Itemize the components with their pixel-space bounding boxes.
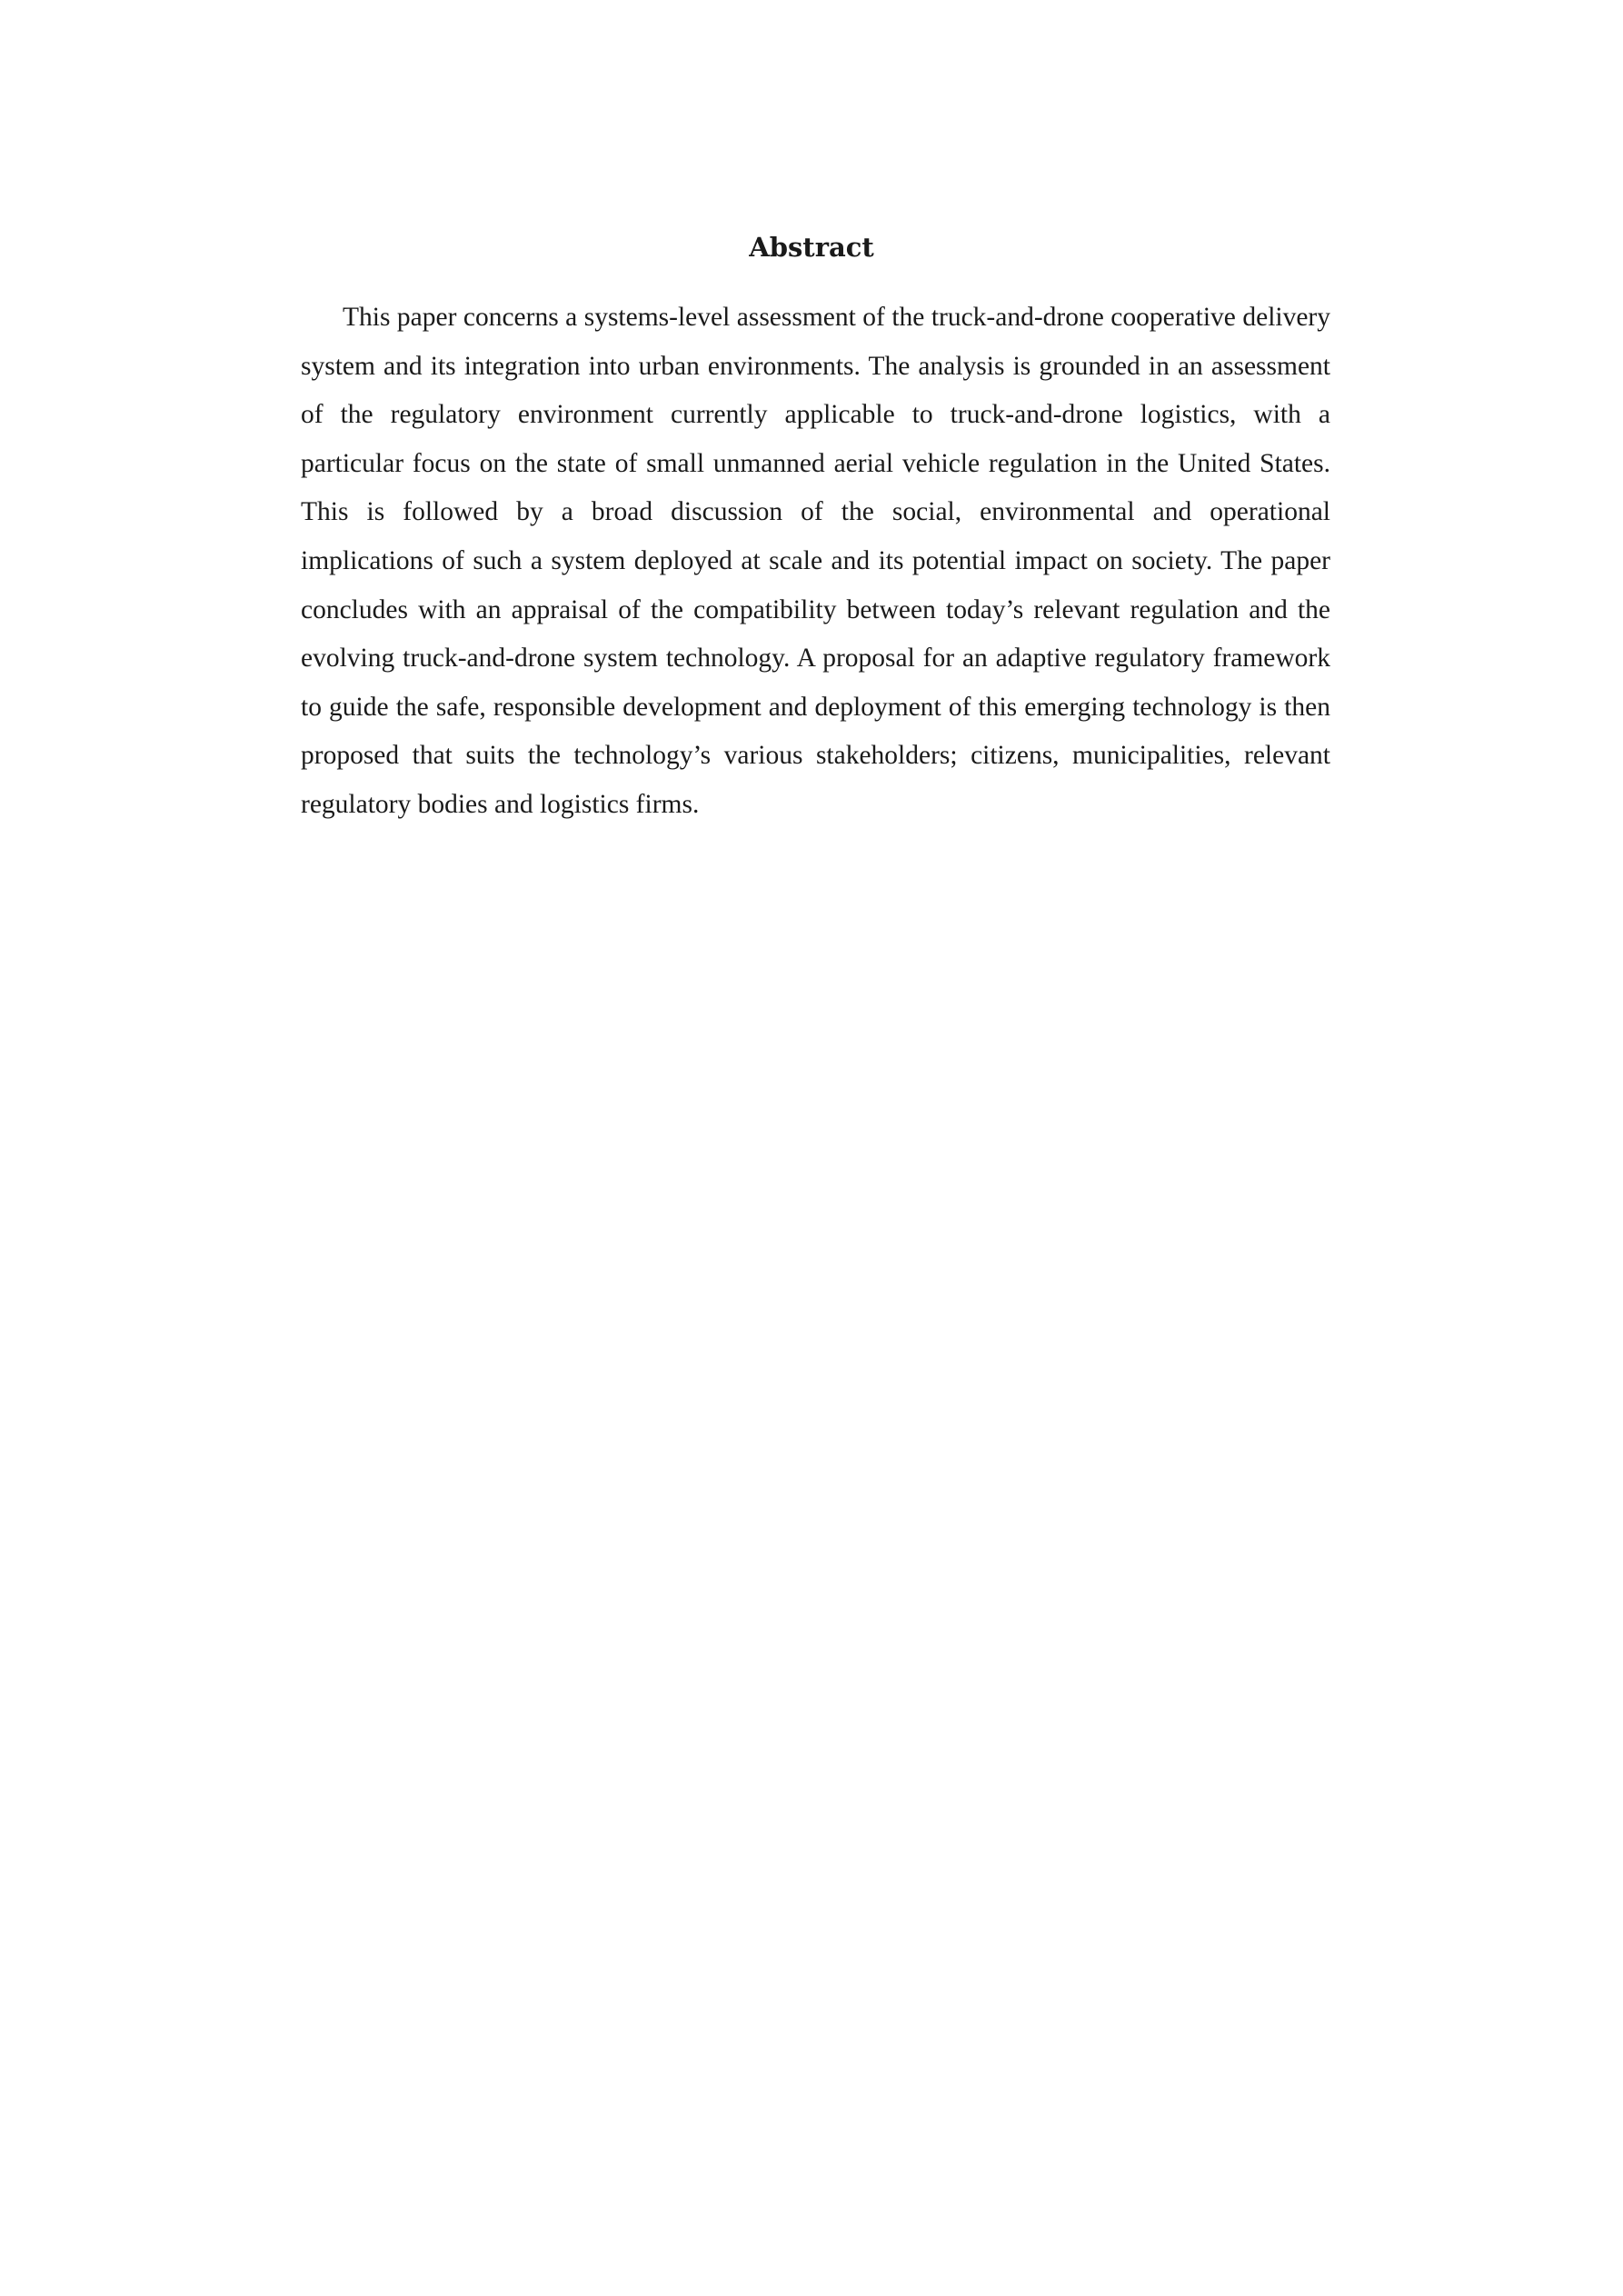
- abstract-body: This paper concerns a systems-level assessment of the truck-and-drone cooperative delivery system and its integration into urban environments. The analysis is grounded in an assessment of the regulatory environment currently applicable to truck-and-drone logistics, with a particular focus on the state of small unmanned aerial vehicle regulation in the United States. This is followed by a broad discussion of the social, environmental and operational implications of such a system deployed at scale and its potential impact on society. The paper concludes with an appraisal of the compatibility between today’s relevant regulation and the evolving truck-and-drone system technology. A proposal for an adaptive regulatory framework to guide the safe, responsible development and deployment of this emerging technology is then proposed that suits the technology’s various stakeholders; citizens, municipalities, relevant regulatory bodies and logistics firms.: [301, 303, 1330, 819]
- abstract-heading: Abstract: [749, 232, 874, 263]
